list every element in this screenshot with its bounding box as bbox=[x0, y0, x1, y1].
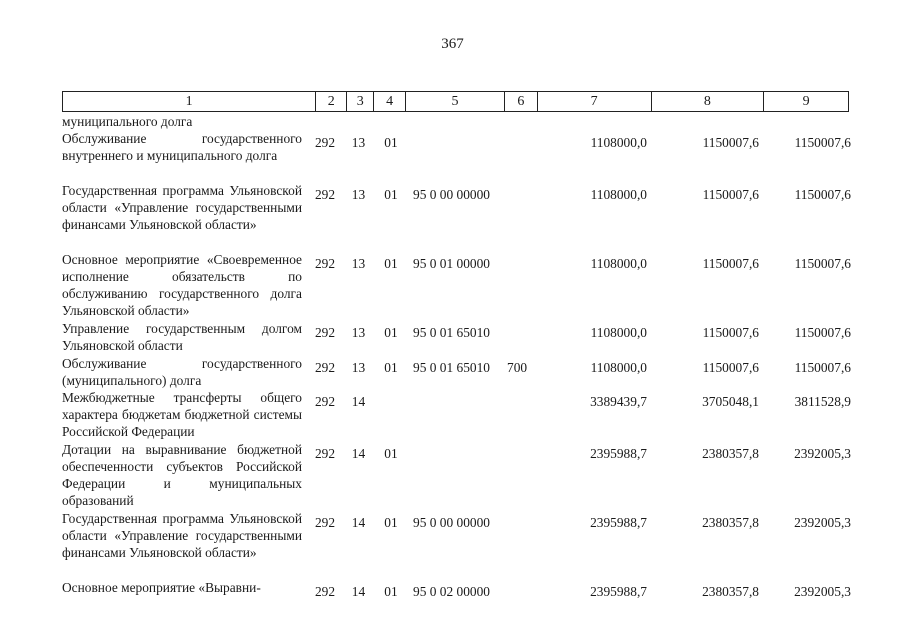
row-col-8: 1150007,6 bbox=[702, 360, 759, 375]
row-name: Дотации на выравнивание бюджетной обеспеченности субъектов Российской Федерации и муниципальных образований bbox=[62, 442, 302, 508]
table-row bbox=[62, 441, 852, 510]
row-col-6 bbox=[507, 130, 535, 134]
page-number: 367 bbox=[441, 36, 464, 52]
row-name: Основное мероприятие «Своевременное исполнение обязательств по обслуживанию государственного долга Ульяновской области» bbox=[62, 252, 302, 318]
row-col-5: 95 0 02 00000 bbox=[413, 584, 490, 599]
row-col-6 bbox=[507, 441, 535, 445]
row-col-9: 1150007,6 bbox=[794, 187, 851, 202]
row-name: Обслуживание государственного внутреннего и муниципального долга bbox=[62, 131, 302, 163]
row-name: Основное мероприятие «Выравни- bbox=[62, 580, 261, 595]
row-col-9: 2392005,3 bbox=[794, 446, 851, 461]
row-col-9: 2392005,3 bbox=[794, 515, 851, 530]
table-header bbox=[62, 91, 849, 112]
header-col-8: 8 bbox=[652, 92, 765, 111]
row-col-2: 292 bbox=[314, 325, 336, 340]
header-col-2: 2 bbox=[316, 92, 347, 111]
row-col-4: 01 bbox=[384, 446, 398, 461]
row-col-4: 01 bbox=[384, 515, 398, 530]
row-col-6 bbox=[507, 510, 535, 514]
table-row bbox=[62, 510, 852, 579]
row-col-8: 1150007,6 bbox=[702, 135, 759, 150]
row-col-5: 95 0 01 65010 bbox=[413, 325, 490, 340]
row-col-6 bbox=[507, 389, 535, 393]
row-col-9: 3811528,9 bbox=[794, 394, 851, 409]
table-row bbox=[62, 389, 852, 441]
row-col-9: 1150007,6 bbox=[794, 325, 851, 340]
table-row bbox=[62, 579, 852, 599]
header-col-4: 4 bbox=[374, 92, 406, 111]
row-col-2: 292 bbox=[314, 515, 336, 530]
header-col-7: 7 bbox=[538, 92, 652, 111]
row-col-5 bbox=[409, 130, 507, 134]
row-col-8: 1150007,6 bbox=[702, 325, 759, 340]
row-col-4: 01 bbox=[384, 584, 398, 599]
row-col-4 bbox=[373, 389, 409, 393]
row-col-3: 14 bbox=[351, 446, 366, 461]
row-col-6: 700 bbox=[507, 360, 528, 375]
table-row bbox=[62, 320, 852, 355]
row-col-8: 2380357,8 bbox=[702, 584, 759, 599]
row-col-2: 292 bbox=[314, 187, 336, 202]
row-name: муниципального долга bbox=[62, 114, 193, 129]
header-col-5: 5 bbox=[406, 92, 505, 111]
row-col-8: 1150007,6 bbox=[702, 256, 759, 271]
row-col-2: 292 bbox=[314, 360, 336, 375]
row-col-5 bbox=[409, 389, 507, 393]
row-col-3: 13 bbox=[351, 135, 366, 150]
row-col-3: 13 bbox=[351, 187, 366, 202]
row-col-4: 01 bbox=[384, 187, 398, 202]
table-row bbox=[62, 251, 852, 320]
row-col-4: 01 bbox=[384, 256, 398, 271]
row-col-5: 95 0 01 65010 bbox=[413, 360, 490, 375]
row-col-3: 13 bbox=[351, 360, 366, 375]
row-name: Управление государственным долгом Ульяновской области bbox=[62, 321, 302, 353]
row-col-3: 13 bbox=[351, 325, 366, 340]
row-col-2: 292 bbox=[314, 394, 336, 409]
row-col-7: 2395988,7 bbox=[590, 515, 647, 530]
row-col-9: 2392005,3 bbox=[794, 584, 851, 599]
row-col-8: 2380357,8 bbox=[702, 515, 759, 530]
table-row bbox=[62, 130, 852, 182]
header-col-1: 1 bbox=[63, 92, 316, 111]
header-col-6: 6 bbox=[505, 92, 538, 111]
row-col-4: 01 bbox=[384, 360, 398, 375]
row-col-5: 95 0 01 00000 bbox=[413, 256, 490, 271]
row-col-2: 292 bbox=[314, 446, 336, 461]
row-col-9: 1150007,6 bbox=[794, 135, 851, 150]
row-col-6 bbox=[507, 320, 535, 324]
row-col-7: 2395988,7 bbox=[590, 584, 647, 599]
row-col-8: 2380357,8 bbox=[702, 446, 759, 461]
row-col-2: 292 bbox=[314, 256, 336, 271]
row-col-6 bbox=[507, 182, 535, 186]
row-col-8: 1150007,6 bbox=[702, 187, 759, 202]
row-name: Государственная программа Ульяновской области «Управление государственными финансами Ульяновской области» bbox=[62, 183, 302, 232]
row-col-4: 01 bbox=[384, 325, 398, 340]
row-col-7: 1108000,0 bbox=[590, 187, 647, 202]
row-col-9: 1150007,6 bbox=[794, 360, 851, 375]
header-col-3: 3 bbox=[347, 92, 374, 111]
row-col-8: 3705048,1 bbox=[702, 394, 759, 409]
row-col-3: 14 bbox=[351, 515, 366, 530]
row-col-5 bbox=[409, 441, 507, 445]
table-body bbox=[62, 113, 852, 599]
row-col-7: 1108000,0 bbox=[590, 360, 647, 375]
row-col-2: 292 bbox=[314, 584, 336, 599]
row-name: Межбюджетные трансферты общего характера бюджетам бюджетной системы Российской Федерации bbox=[62, 390, 302, 439]
row-name: Обслуживание государственного (муниципального) долга bbox=[62, 356, 302, 388]
row-col-6 bbox=[507, 251, 535, 255]
row-col-7: 1108000,0 bbox=[590, 135, 647, 150]
row-col-9: 1150007,6 bbox=[794, 256, 851, 271]
table-row bbox=[62, 113, 852, 130]
row-col-6 bbox=[507, 579, 535, 583]
row-col-2: 292 bbox=[314, 135, 336, 150]
row-col-7: 2395988,7 bbox=[590, 446, 647, 461]
row-col-5: 95 0 00 00000 bbox=[413, 187, 490, 202]
row-col-7: 1108000,0 bbox=[590, 325, 647, 340]
row-col-3: 13 bbox=[351, 256, 366, 271]
row-col-7: 3389439,7 bbox=[590, 394, 647, 409]
table-row bbox=[62, 182, 852, 251]
header-col-9: 9 bbox=[802, 94, 810, 109]
row-col-3: 14 bbox=[351, 394, 366, 409]
row-col-3: 14 bbox=[351, 584, 366, 599]
row-col-5: 95 0 00 00000 bbox=[413, 515, 490, 530]
row-name: Государственная программа Ульяновской области «Управление государственными финансами Ульяновской области» bbox=[62, 511, 302, 560]
table-row bbox=[62, 355, 852, 389]
row-col-4: 01 bbox=[384, 135, 398, 150]
row-col-7: 1108000,0 bbox=[590, 256, 647, 271]
